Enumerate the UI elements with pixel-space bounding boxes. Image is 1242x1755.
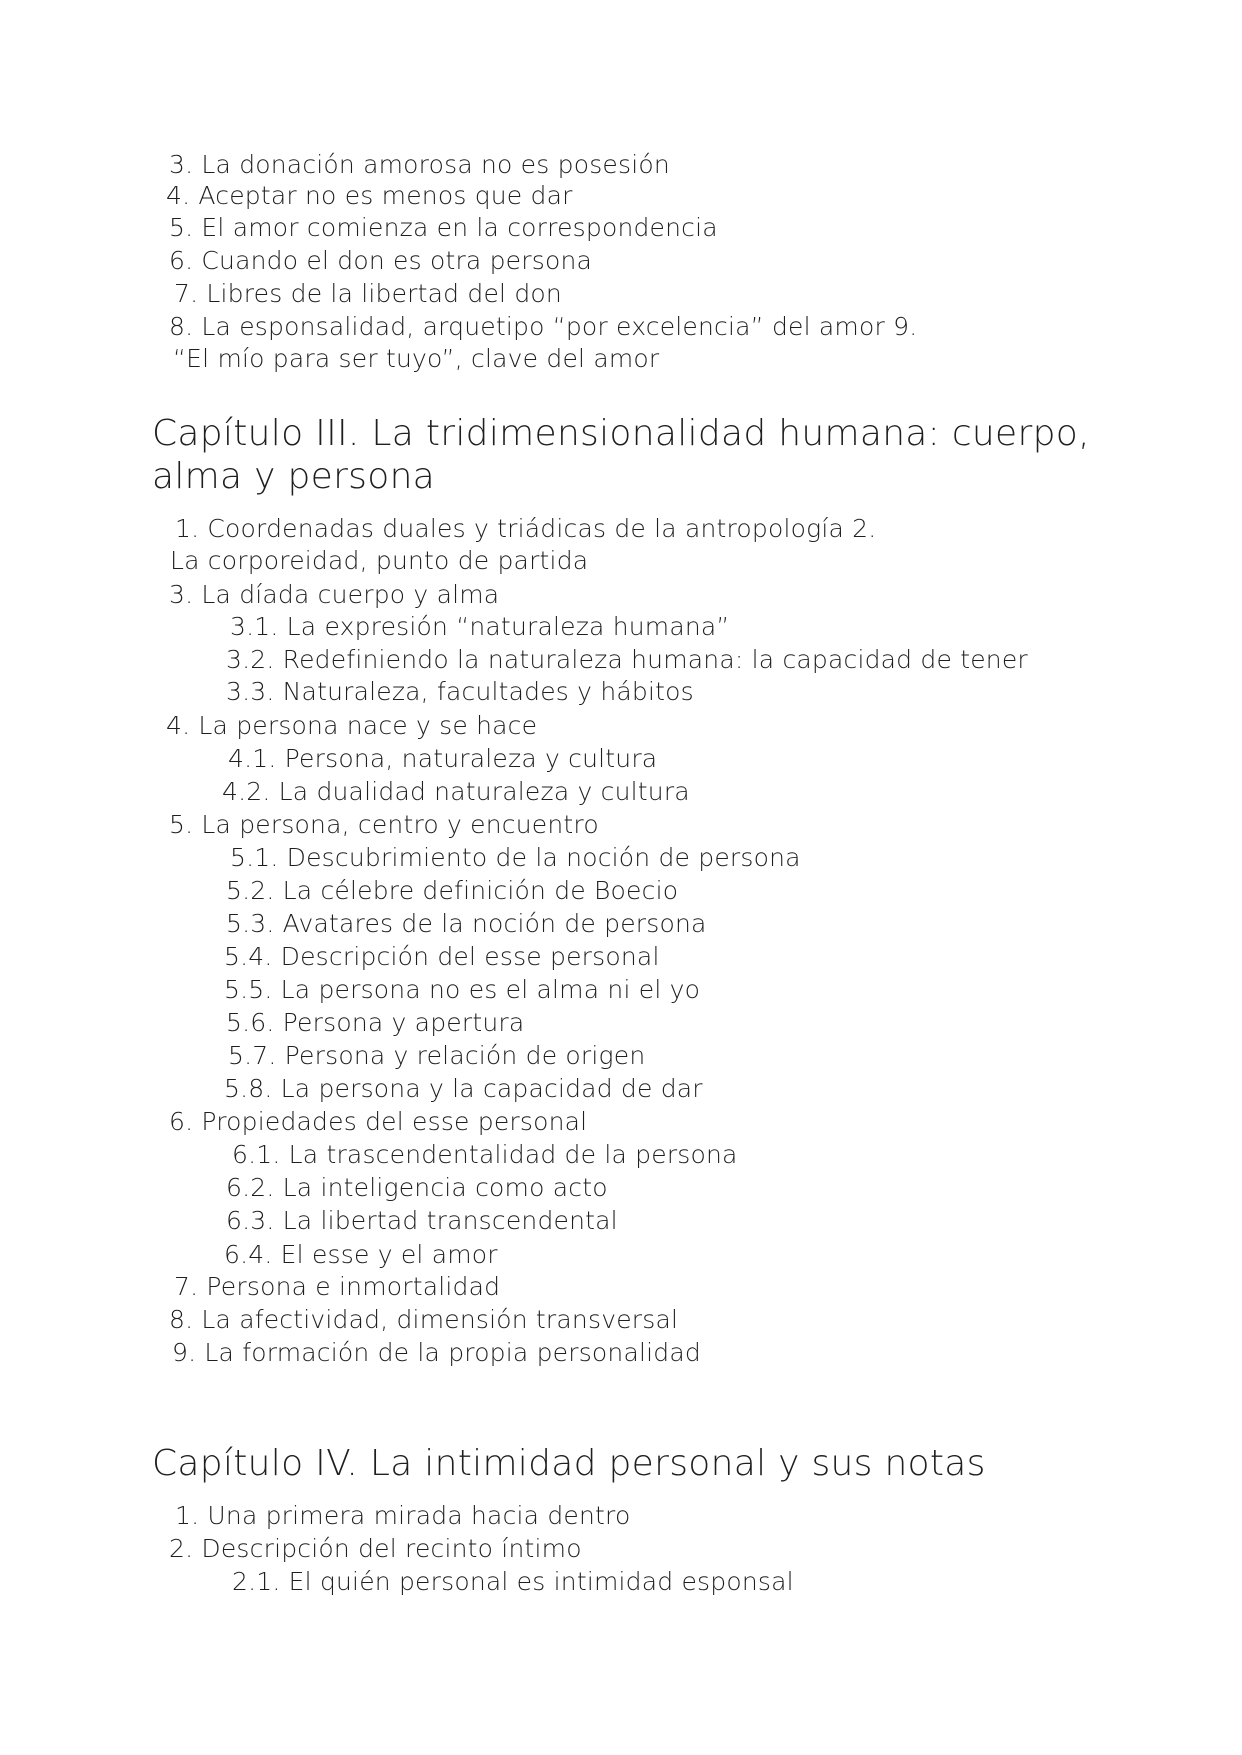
toc-item: La corporeidad, punto de partida [170, 546, 589, 575]
toc-subitem: 5.6. Persona y apertura [226, 1008, 525, 1037]
toc-subitem: 5.8. La persona y la capacidad de dar [224, 1074, 703, 1103]
toc-subitem: 5.5. La persona no es el alma ni el yo [224, 975, 701, 1004]
toc-subitem: 5.4. Descripción del esse personal [224, 942, 660, 971]
toc-subitem: 6.1. La trascendentalidad de la persona [232, 1140, 738, 1169]
toc-subitem: 4.1. Persona, naturaleza y cultura [228, 744, 658, 773]
toc-subitem: 2.1. El quién personal es intimidad esponsal [232, 1567, 794, 1596]
toc-item: “El mío para ser tuyo”, clave del amor [173, 344, 660, 373]
toc-item: 1. Coordenadas duales y triádicas de la antropología 2. [175, 514, 877, 543]
toc-item: 7. Libres de la libertad del don [174, 279, 562, 308]
toc-item: 9. La formación de la propia personalidad [172, 1338, 701, 1367]
toc-item: 3. La donación amorosa no es posesión [169, 150, 670, 179]
toc-subitem: 5.1. Descubrimiento de la noción de persona [230, 843, 801, 872]
chapter-heading: Capítulo III. La tridimensionalidad humana: cuerpo, [152, 413, 1090, 454]
toc-subitem: 3.1. La expresión “naturaleza humana” [230, 612, 730, 641]
toc-subitem: 6.2. La inteligencia como acto [226, 1173, 608, 1202]
toc-subitem: 3.3. Naturaleza, facultades y hábitos [226, 677, 694, 706]
toc-item: 1. Una primera mirada hacia dentro [175, 1501, 631, 1530]
toc-subitem: 5.2. La célebre definición de Boecio [226, 876, 679, 905]
toc-subitem: 5.7. Persona y relación de origen [228, 1041, 646, 1070]
toc-subitem: 5.3. Avatares de la noción de persona [226, 909, 707, 938]
toc-item: 8. La esponsalidad, arquetipo “por excelencia” del amor 9. [169, 312, 918, 341]
toc-subitem: 6.3. La libertad transcendental [226, 1206, 618, 1235]
toc-subitem: 6.4. El esse y el amor [224, 1240, 498, 1269]
toc-item: 6. Propiedades del esse personal [169, 1107, 588, 1136]
toc-item: 7. Persona e inmortalidad [174, 1272, 501, 1301]
chapter-heading: Capítulo IV. La intimidad personal y sus notas [152, 1443, 986, 1484]
toc-item: 4. Aceptar no es menos que dar [166, 181, 573, 210]
toc-item: 8. La afectividad, dimensión transversal [169, 1305, 679, 1334]
toc-item: 5. La persona, centro y encuentro [169, 810, 599, 839]
toc-item: 2. Descripción del recinto íntimo [169, 1534, 582, 1563]
toc-item: 4. La persona nace y se hace [166, 711, 538, 740]
toc-item: 3. La díada cuerpo y alma [169, 580, 500, 609]
toc-item: 5. El amor comienza en la correspondencia [169, 213, 718, 242]
toc-subitem: 3.2. Redefiniendo la naturaleza humana: la capacidad de tener [226, 645, 1028, 674]
toc-subitem: 4.2. La dualidad naturaleza y cultura [222, 777, 690, 806]
chapter-heading: alma y persona [152, 456, 436, 497]
toc-item: 6. Cuando el don es otra persona [169, 246, 593, 275]
